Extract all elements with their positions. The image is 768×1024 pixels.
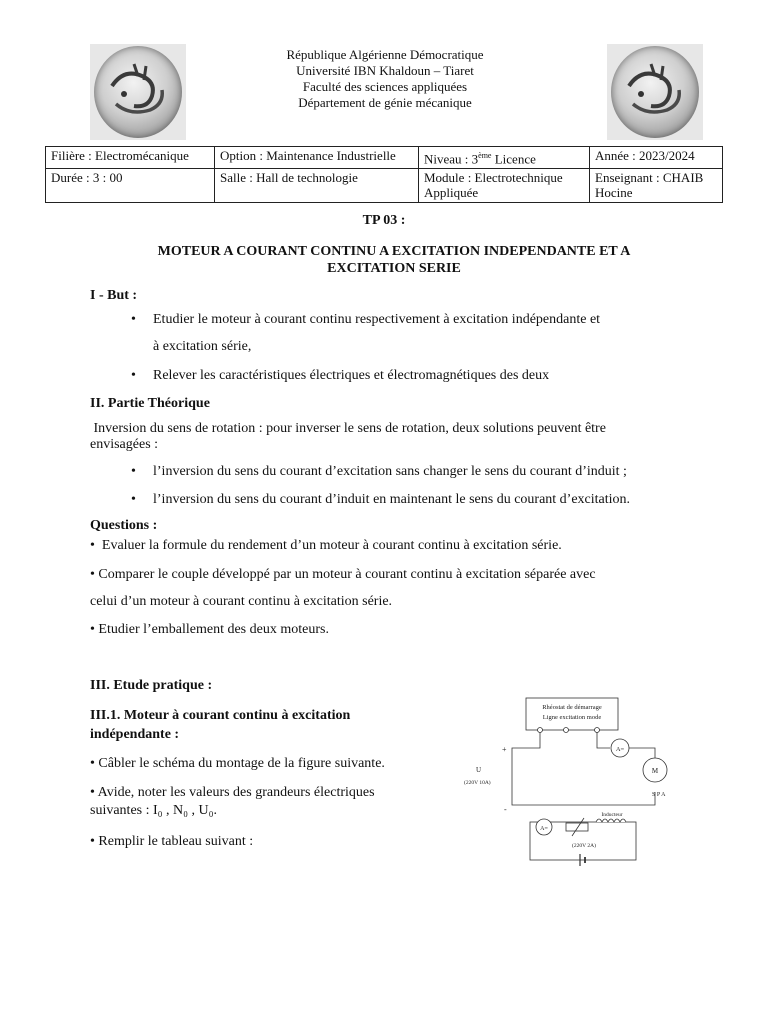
cell-duree: Durée : 3 : 00 — [46, 169, 215, 203]
plus-label: + — [502, 745, 507, 754]
institution-header — [210, 47, 560, 111]
theorique-intro-line-1: Inversion du sens de rotation : pour inverser le sens de rotation, deux solutions peuvent être — [90, 421, 606, 436]
inductor-coil — [596, 819, 626, 822]
table-row — [46, 169, 723, 203]
theorique-bullet-1: • l’inversion du sens du courant d’excitation sans changer le sens du courant d’induit ; — [153, 463, 627, 481]
but-bullet-2: • Relever les caractéristiques électriques et électromagnétiques des deux — [153, 367, 549, 385]
pratique-item-2-line-2: suivantes : I₀ , N₀ , U₀. — [90, 803, 218, 818]
excitation-rating: (220V 2A) — [572, 843, 596, 849]
title-line-2: EXCITATION SERIE — [327, 261, 461, 276]
course-info-table — [45, 146, 723, 203]
heading-questions: Questions : — [90, 518, 158, 533]
but-bullet-1-line-2: à excitation série, — [153, 339, 252, 354]
terminal-m — [595, 728, 600, 733]
inductor-label: Inducteur — [601, 812, 623, 818]
pratique-item-2-line-1: • Avide, noter les valeurs des grandeurs électriques — [90, 785, 375, 800]
niveau-label: Niveau : 3 — [424, 151, 479, 167]
pratique-item-3: • Remplir le tableau suivant : — [90, 834, 254, 849]
header-faculty: Faculté des sciences appliquées — [302, 79, 468, 94]
pa-label: S P A — [652, 792, 666, 798]
cell-option: Option : Maintenance Industrielle — [215, 147, 419, 169]
excitation-rheostat — [566, 823, 588, 831]
university-logo-right — [611, 46, 699, 138]
voltage-rating: (220V 10A) — [464, 780, 491, 786]
theorique-intro-line-2: envisagées : — [90, 437, 159, 452]
niveau-sup: ème — [478, 151, 492, 160]
document-title — [120, 243, 668, 277]
wire-main — [512, 732, 655, 805]
question-2-line-1: • Comparer le couple développé par un moteur à courant continu à excitation séparée avec — [90, 567, 596, 582]
heading-pratique: III. Etude pratique : — [90, 678, 213, 693]
question-2-line-2: celui d’un moteur à courant continu à excitation série. — [90, 594, 393, 609]
ammeter-armature-label: A= — [615, 746, 625, 753]
header-university: Université IBN Khaldoun – Tiaret — [296, 63, 474, 78]
rheostat-label-2: Ligne excitation mode — [542, 714, 602, 721]
pratique-sub-line-1: III.1. Moteur à courant continu à excitation — [90, 708, 351, 723]
pratique-sub-line-2: indépendante : — [90, 727, 180, 742]
calligraphy-seal-icon — [94, 46, 182, 138]
voltage-label: U — [476, 766, 482, 774]
header-department: Département de génie mécanique — [298, 95, 472, 110]
heading-theorique: II. Partie Théorique — [90, 396, 210, 411]
heading-but: I - But : — [90, 288, 138, 303]
calligraphy-seal-icon — [611, 46, 699, 138]
motor-circuit-diagram — [460, 690, 690, 880]
title-line-1: MOTEUR A COURANT CONTINU A EXCITATION INDEPENDANTE ET A — [157, 244, 631, 259]
table-row — [46, 147, 723, 169]
cell-salle: Salle : Hall de technologie — [215, 169, 419, 203]
cell-enseignant: Enseignant : CHAIB Hocine — [590, 169, 723, 203]
question-1: • Evaluer la formule du rendement d’un moteur à courant continu à excitation série. — [90, 538, 562, 553]
cell-filiere: Filière : Electromécanique — [46, 147, 215, 169]
tp-label: TP 03 : — [362, 213, 406, 228]
terminal-l — [538, 728, 543, 733]
theorique-bullet-2: • l’inversion du sens du courant d’induit en maintenant le sens du courant d’excitation. — [153, 491, 630, 509]
header-republic: République Algérienne Démocratique — [286, 47, 484, 62]
terminal-e — [564, 728, 569, 733]
cell-niveau — [419, 147, 590, 169]
niveau-rest: Licence — [494, 151, 536, 167]
wire-ammeter-motor — [629, 748, 655, 760]
cell-annee: Année : 2023/2024 — [590, 147, 723, 169]
but-bullet-1-line-1: • Etudier le moteur à courant continu respectivement à excitation indépendante et — [153, 311, 673, 329]
question-3: • Etudier l’emballement des deux moteurs. — [90, 622, 329, 637]
wire-rheo-ammeter — [597, 732, 610, 748]
ammeter-excitation-label: A= — [540, 826, 548, 832]
motor-label: M — [651, 767, 659, 775]
heading-pratique-sub — [90, 706, 350, 744]
pratique-item-1: • Câbler le schéma du montage de la figure suivante. — [90, 756, 385, 771]
university-logo-left — [94, 46, 182, 138]
cell-module: Module : Electrotechnique Appliquée — [419, 169, 590, 203]
rheostat-label-1: Rhéostat de démarrage — [542, 704, 602, 711]
minus-label: - — [504, 805, 507, 814]
